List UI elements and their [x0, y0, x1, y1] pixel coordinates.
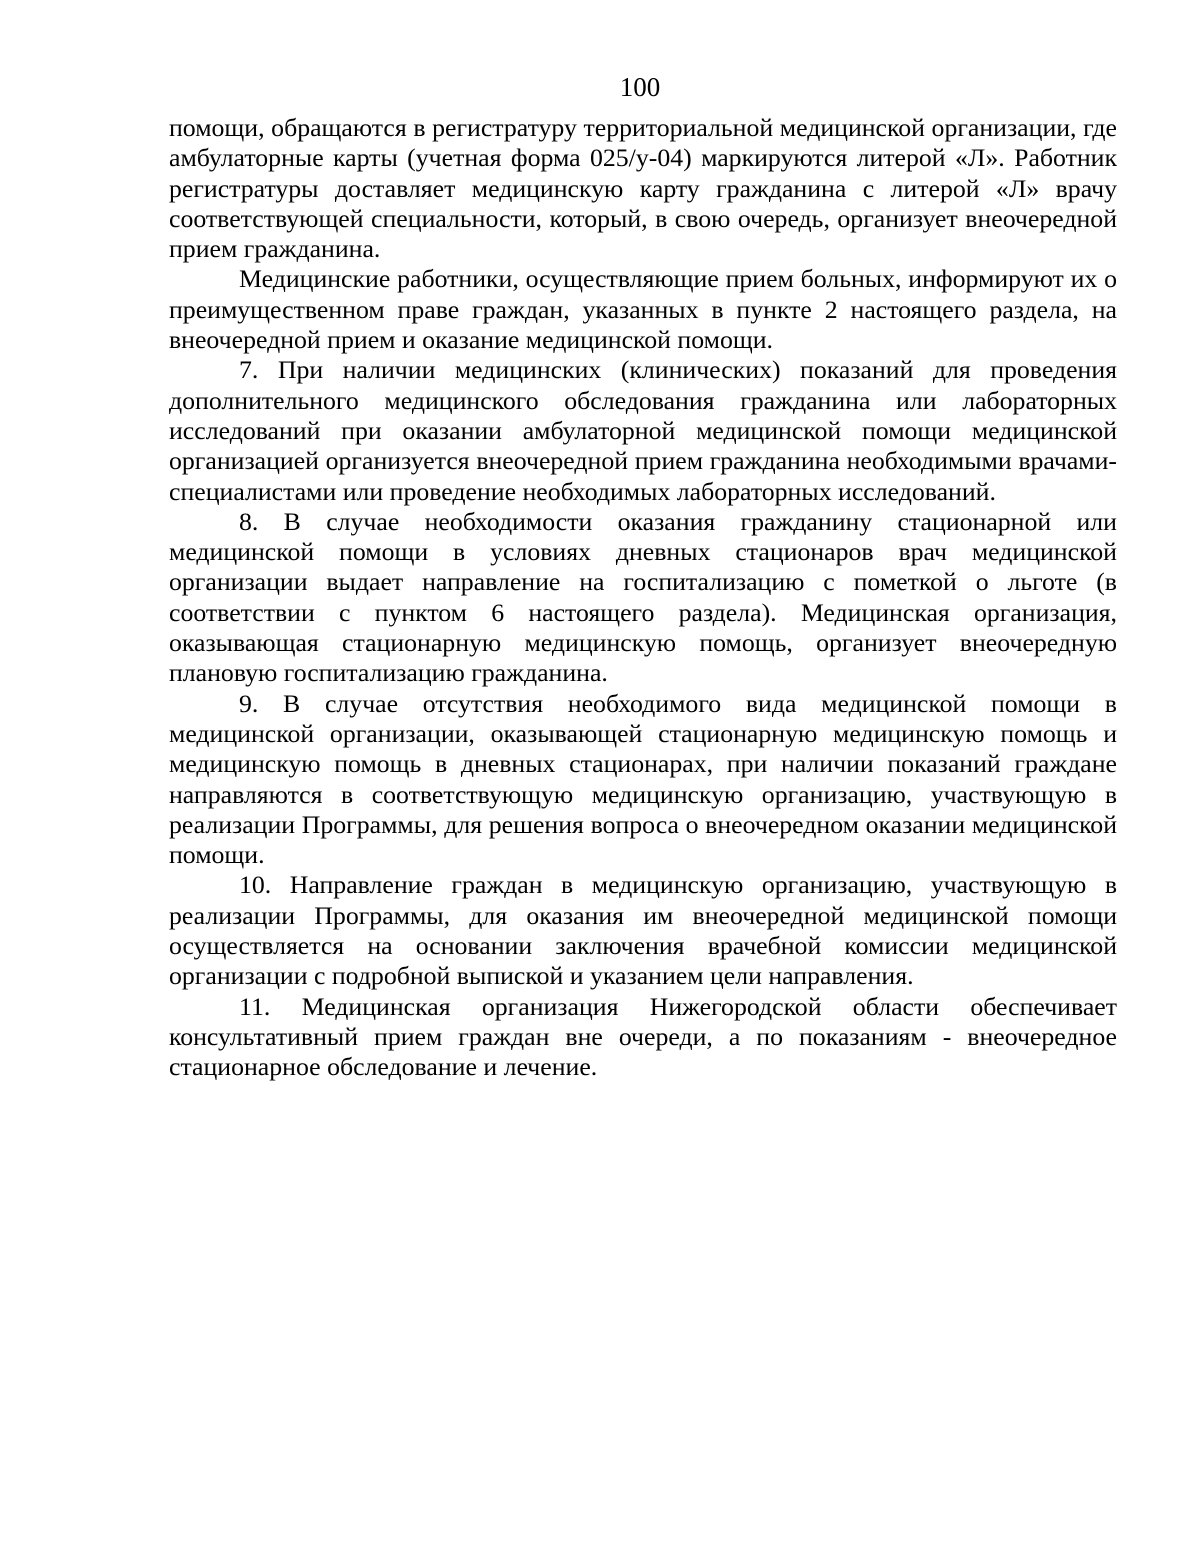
paragraph-item-7: 7. При наличии медицинских (клинических) показаний для проведения дополнительного медицинского обследования гражданина или лабораторных исследований при оказании амбулаторной медицинской помощи медицинской организацией организуется внеочередной прием гражданина необходимыми врачами-специалистами или проведение необходимых лабораторных исследований.	[169, 355, 1117, 506]
paragraph-item-10: 10. Направление граждан в медицинскую организацию, участвующую в реализации Программы, для оказания им внеочередной медицинской помощи осуществляется на основании заключения врачебной комиссии медицинской организации с подробной выпиской и указанием цели направления.	[169, 870, 1117, 991]
document-body	[169, 113, 1117, 1083]
paragraph-item-9: 9. В случае отсутствия необходимого вида медицинской помощи в медицинской организации, оказывающей стационарную медицинскую помощь и медицинскую помощь в дневных стационарах, при наличии показаний граждане направляются в соответствующую медицинскую организацию, участвующую в реализации Программы, для решения вопроса о внеочередном оказании медицинской помощи.	[169, 688, 1117, 870]
paragraph-item-8: 8. В случае необходимости оказания гражданину стационарной или медицинской помощи в условиях дневных стационаров врач медицинской организации выдает направление на госпитализацию с пометкой о льготе (в соответствии с пунктом 6 настоящего раздела). Медицинская организация, оказывающая стационарную медицинскую помощь, организует внеочередную плановую госпитализацию гражданина.	[169, 506, 1117, 688]
paragraph-continuation: помощи, обращаются в регистратуру территориальной медицинской организации, где амбулаторные карты (учетная форма 025/у-04) маркируются литерой «Л». Работник регистратуры доставляет медицинскую карту гражданина с литерой «Л» врачу соответствующей специальности, который, в свою очередь, организует внеочередной прием гражданина.	[169, 113, 1117, 264]
paragraph-medical-workers-inform: Медицинские работники, осуществляющие прием больных, информируют их о преимущественном праве граждан, указанных в пункте 2 настоящего раздела, на внеочередной прием и оказание медицинской помощи.	[169, 264, 1117, 355]
page-number: 100	[619, 72, 661, 102]
paragraph-item-11: 11. Медицинская организация Нижегородской области обеспечивает консультативный прием граждан вне очереди, а по показаниям - внеочередное стационарное обследование и лечение.	[169, 991, 1117, 1082]
